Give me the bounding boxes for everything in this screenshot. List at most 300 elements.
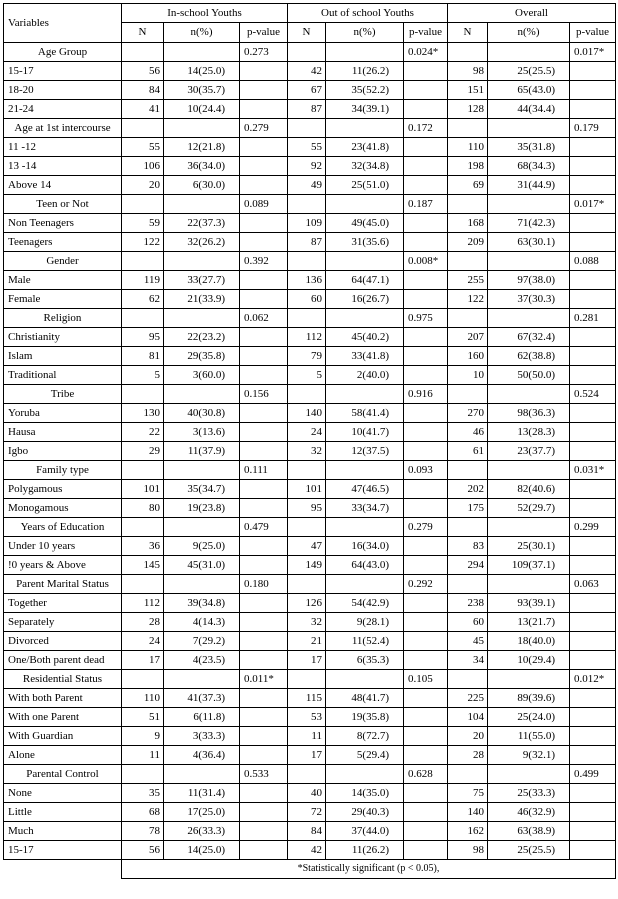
variable-label: Parental Control (4, 765, 122, 784)
table-row (4, 841, 616, 860)
cell-empty (326, 518, 404, 537)
npct-cell: 8(72.7) (326, 727, 404, 746)
npct-cell: 13(21.7) (488, 613, 570, 632)
n-cell: 81 (122, 347, 164, 366)
n-cell: 11 (288, 727, 326, 746)
npct-cell: 4(23.5) (164, 651, 240, 670)
npct-cell: 6(35.3) (326, 651, 404, 670)
cell-empty (240, 727, 288, 746)
npct-cell: 35(31.8) (488, 138, 570, 157)
cell-empty (404, 290, 448, 309)
cell-empty (404, 784, 448, 803)
npct-cell: 23(41.8) (326, 138, 404, 157)
cell-empty (404, 537, 448, 556)
category-label: One/Both parent dead (4, 651, 122, 670)
header-pvalue: p-value (404, 23, 448, 43)
cell-empty (488, 252, 570, 271)
p-value-cell: 0.062 (240, 309, 288, 328)
p-value-cell: 0.524 (570, 385, 616, 404)
cell-empty (404, 100, 448, 119)
npct-cell: 37(30.3) (488, 290, 570, 309)
header-npct: n(%) (326, 23, 404, 43)
cell-empty (326, 670, 404, 689)
npct-cell: 68(34.3) (488, 157, 570, 176)
cell-empty (404, 632, 448, 651)
n-cell: 130 (122, 404, 164, 423)
table-row (4, 404, 616, 423)
npct-cell: 62(38.8) (488, 347, 570, 366)
cell-empty (122, 43, 164, 62)
npct-cell: 30(35.7) (164, 81, 240, 100)
cell-empty (240, 708, 288, 727)
npct-cell: 45(40.2) (326, 328, 404, 347)
npct-cell: 6(30.0) (164, 176, 240, 195)
category-label: 11 -12 (4, 138, 122, 157)
n-cell: 75 (448, 784, 488, 803)
n-cell: 92 (288, 157, 326, 176)
cell-empty (488, 119, 570, 138)
header-n: N (122, 23, 164, 43)
n-cell: 51 (122, 708, 164, 727)
cell-empty (240, 442, 288, 461)
cell-empty (240, 613, 288, 632)
cell-empty (448, 252, 488, 271)
n-cell: 225 (448, 689, 488, 708)
category-label: Together (4, 594, 122, 613)
cell-empty (448, 765, 488, 784)
n-cell: 98 (448, 62, 488, 81)
n-cell: 145 (122, 556, 164, 575)
npct-cell: 52(29.7) (488, 499, 570, 518)
npct-cell: 14(25.0) (164, 62, 240, 81)
p-value-cell: 0.279 (240, 119, 288, 138)
p-value-cell: 0.187 (404, 195, 448, 214)
cell-empty (404, 404, 448, 423)
cell-empty (240, 81, 288, 100)
npct-cell: 21(33.9) (164, 290, 240, 309)
n-cell: 119 (122, 271, 164, 290)
npct-cell: 32(26.2) (164, 233, 240, 252)
cell-empty (488, 575, 570, 594)
cell-empty (164, 252, 240, 271)
cell-empty (570, 708, 616, 727)
n-cell: 79 (288, 347, 326, 366)
cell-empty (404, 138, 448, 157)
variable-label: Religion (4, 309, 122, 328)
npct-cell: 33(27.7) (164, 271, 240, 290)
p-value-cell: 0.017* (570, 43, 616, 62)
table-row (4, 784, 616, 803)
category-label: Monogamous (4, 499, 122, 518)
npct-cell: 29(35.8) (164, 347, 240, 366)
p-value-cell: 0.031* (570, 461, 616, 480)
category-row (4, 385, 616, 404)
npct-cell: 7(29.2) (164, 632, 240, 651)
npct-cell: 40(30.8) (164, 404, 240, 423)
cell-empty (570, 556, 616, 575)
n-cell: 168 (448, 214, 488, 233)
p-value-cell: 0.479 (240, 518, 288, 537)
cell-empty (240, 632, 288, 651)
p-value-cell: 0.063 (570, 575, 616, 594)
cell-empty (570, 176, 616, 195)
n-cell: 255 (448, 271, 488, 290)
category-label: Polygamous (4, 480, 122, 499)
n-cell: 106 (122, 157, 164, 176)
n-cell: 198 (448, 157, 488, 176)
table-row (4, 176, 616, 195)
p-value-cell: 0.111 (240, 461, 288, 480)
npct-cell: 2(40.0) (326, 366, 404, 385)
npct-cell: 9(32.1) (488, 746, 570, 765)
n-cell: 101 (122, 480, 164, 499)
category-label: Under 10 years (4, 537, 122, 556)
n-cell: 140 (288, 404, 326, 423)
category-row (4, 309, 616, 328)
npct-cell: 33(41.8) (326, 347, 404, 366)
cell-empty (404, 214, 448, 233)
cell-empty (448, 43, 488, 62)
category-label: Yoruba (4, 404, 122, 423)
header-npct: n(%) (488, 23, 570, 43)
cell-empty (448, 309, 488, 328)
n-cell: 95 (288, 499, 326, 518)
category-label: 15-17 (4, 841, 122, 860)
cell-empty (240, 62, 288, 81)
n-cell: 20 (122, 176, 164, 195)
p-value-cell: 0.012* (570, 670, 616, 689)
table-row (4, 537, 616, 556)
cell-empty (570, 233, 616, 252)
cell-empty (448, 575, 488, 594)
cell-empty (288, 385, 326, 404)
cell-empty (570, 157, 616, 176)
cell-empty (326, 309, 404, 328)
cell-empty (570, 423, 616, 442)
category-label: None (4, 784, 122, 803)
n-cell: 17 (122, 651, 164, 670)
n-cell: 95 (122, 328, 164, 347)
n-cell: 207 (448, 328, 488, 347)
n-cell: 136 (288, 271, 326, 290)
cell-empty (240, 290, 288, 309)
npct-cell: 45(31.0) (164, 556, 240, 575)
n-cell: 112 (288, 328, 326, 347)
npct-cell: 41(37.3) (164, 689, 240, 708)
cell-empty (240, 594, 288, 613)
cell-empty (488, 309, 570, 328)
n-cell: 20 (448, 727, 488, 746)
npct-cell: 98(36.3) (488, 404, 570, 423)
p-value-cell: 0.093 (404, 461, 448, 480)
cell-empty (570, 822, 616, 841)
npct-cell: 4(36.4) (164, 746, 240, 765)
n-cell: 160 (448, 347, 488, 366)
n-cell: 40 (288, 784, 326, 803)
cell-empty (570, 651, 616, 670)
npct-cell: 26(33.3) (164, 822, 240, 841)
cell-empty (240, 499, 288, 518)
cell-empty (404, 480, 448, 499)
p-value-cell: 0.299 (570, 518, 616, 537)
n-cell: 24 (122, 632, 164, 651)
n-cell: 45 (448, 632, 488, 651)
npct-cell: 39(34.8) (164, 594, 240, 613)
cell-empty (488, 385, 570, 404)
cell-empty (164, 119, 240, 138)
cell-empty (404, 442, 448, 461)
cell-empty (240, 803, 288, 822)
npct-cell: 10(24.4) (164, 100, 240, 119)
cell-empty (326, 385, 404, 404)
cell-empty (164, 575, 240, 594)
npct-cell: 50(50.0) (488, 366, 570, 385)
p-value-cell: 0.017* (570, 195, 616, 214)
cell-empty (326, 195, 404, 214)
cell-empty (240, 366, 288, 385)
n-cell: 42 (288, 841, 326, 860)
cell-empty (488, 518, 570, 537)
npct-cell: 22(37.3) (164, 214, 240, 233)
n-cell: 46 (448, 423, 488, 442)
table-container (3, 3, 616, 879)
category-label: !0 years & Above (4, 556, 122, 575)
cell-empty (164, 518, 240, 537)
category-label: 13 -14 (4, 157, 122, 176)
category-row (4, 195, 616, 214)
cell-empty (288, 195, 326, 214)
npct-cell: 33(34.7) (326, 499, 404, 518)
n-cell: 22 (122, 423, 164, 442)
category-label: Alone (4, 746, 122, 765)
category-label: Female (4, 290, 122, 309)
cell-empty (288, 518, 326, 537)
npct-cell: 12(21.8) (164, 138, 240, 157)
cell-empty (240, 233, 288, 252)
header-overall: Overall (448, 4, 616, 23)
npct-cell: 9(28.1) (326, 613, 404, 632)
p-value-cell: 0.089 (240, 195, 288, 214)
cell-empty (570, 727, 616, 746)
table-row (4, 233, 616, 252)
n-cell: 9 (122, 727, 164, 746)
cell-empty (570, 632, 616, 651)
category-label: Little (4, 803, 122, 822)
cell-empty (122, 461, 164, 480)
cell-empty (570, 784, 616, 803)
cell-empty (326, 119, 404, 138)
cell-empty (122, 119, 164, 138)
npct-cell: 17(25.0) (164, 803, 240, 822)
npct-cell: 93(39.1) (488, 594, 570, 613)
cell-empty (240, 157, 288, 176)
npct-cell: 63(30.1) (488, 233, 570, 252)
cell-empty (288, 119, 326, 138)
cell-empty (570, 442, 616, 461)
npct-cell: 9(25.0) (164, 537, 240, 556)
cell-empty (448, 195, 488, 214)
n-cell: 149 (288, 556, 326, 575)
cell-empty (404, 423, 448, 442)
category-row (4, 765, 616, 784)
cell-empty (240, 347, 288, 366)
n-cell: 140 (448, 803, 488, 822)
cell-empty (122, 670, 164, 689)
cell-empty (240, 822, 288, 841)
npct-cell: 67(32.4) (488, 328, 570, 347)
p-value-cell: 0.916 (404, 385, 448, 404)
cell-empty (240, 176, 288, 195)
n-cell: 67 (288, 81, 326, 100)
variable-label: Years of Education (4, 518, 122, 537)
table-row (4, 708, 616, 727)
table-row (4, 594, 616, 613)
npct-cell: 46(32.9) (488, 803, 570, 822)
header-n: N (288, 23, 326, 43)
n-cell: 151 (448, 81, 488, 100)
table-row (4, 689, 616, 708)
p-value-cell: 0.088 (570, 252, 616, 271)
npct-cell: 16(34.0) (326, 537, 404, 556)
npct-cell: 64(47.1) (326, 271, 404, 290)
cell-empty (122, 385, 164, 404)
npct-cell: 25(25.5) (488, 62, 570, 81)
cell-empty (326, 252, 404, 271)
category-label: With both Parent (4, 689, 122, 708)
cell-empty (326, 575, 404, 594)
npct-cell: 11(26.2) (326, 62, 404, 81)
cell-empty (570, 404, 616, 423)
npct-cell: 71(42.3) (488, 214, 570, 233)
n-cell: 62 (122, 290, 164, 309)
cell-empty (326, 461, 404, 480)
n-cell: 126 (288, 594, 326, 613)
header-in-school: In-school Youths (122, 4, 288, 23)
table-row (4, 138, 616, 157)
cell-empty (404, 347, 448, 366)
n-cell: 122 (122, 233, 164, 252)
npct-cell: 49(45.0) (326, 214, 404, 233)
p-value-cell: 0.499 (570, 765, 616, 784)
p-value-cell: 0.279 (404, 518, 448, 537)
n-cell: 55 (122, 138, 164, 157)
cell-empty (240, 423, 288, 442)
npct-cell: 48(41.7) (326, 689, 404, 708)
npct-cell: 23(37.7) (488, 442, 570, 461)
n-cell: 83 (448, 537, 488, 556)
cell-empty (488, 461, 570, 480)
variable-label: Family type (4, 461, 122, 480)
cell-empty (570, 214, 616, 233)
npct-cell: 109(37.1) (488, 556, 570, 575)
npct-cell: 18(40.0) (488, 632, 570, 651)
n-cell: 78 (122, 822, 164, 841)
npct-cell: 11(26.2) (326, 841, 404, 860)
npct-cell: 11(31.4) (164, 784, 240, 803)
cell-empty (570, 537, 616, 556)
table-row (4, 214, 616, 233)
n-cell: 72 (288, 803, 326, 822)
n-cell: 112 (122, 594, 164, 613)
cell-empty (404, 157, 448, 176)
npct-cell: 4(14.3) (164, 613, 240, 632)
cell-empty (122, 252, 164, 271)
category-label: Non Teenagers (4, 214, 122, 233)
n-cell: 69 (448, 176, 488, 195)
npct-cell: 82(40.6) (488, 480, 570, 499)
table-row (4, 290, 616, 309)
npct-cell: 37(44.0) (326, 822, 404, 841)
npct-cell: 31(44.9) (488, 176, 570, 195)
cell-empty (404, 556, 448, 575)
npct-cell: 13(28.3) (488, 423, 570, 442)
cell-empty (288, 252, 326, 271)
npct-cell: 5(29.4) (326, 746, 404, 765)
n-cell: 98 (448, 841, 488, 860)
category-label: Islam (4, 347, 122, 366)
category-label: Igbo (4, 442, 122, 461)
cell-empty (570, 803, 616, 822)
category-label: Divorced (4, 632, 122, 651)
n-cell: 162 (448, 822, 488, 841)
p-value-cell: 0.179 (570, 119, 616, 138)
n-cell: 5 (122, 366, 164, 385)
cell-empty (288, 670, 326, 689)
n-cell: 41 (122, 100, 164, 119)
header-pvalue: p-value (240, 23, 288, 43)
table-row (4, 328, 616, 347)
cell-empty (488, 670, 570, 689)
npct-cell: 63(38.9) (488, 822, 570, 841)
p-value-cell: 0.281 (570, 309, 616, 328)
variable-label: Age Group (4, 43, 122, 62)
table-row (4, 632, 616, 651)
cell-empty (404, 689, 448, 708)
n-cell: 5 (288, 366, 326, 385)
cell-empty (164, 461, 240, 480)
n-cell: 104 (448, 708, 488, 727)
n-cell: 175 (448, 499, 488, 518)
npct-cell: 3(33.3) (164, 727, 240, 746)
n-cell: 32 (288, 613, 326, 632)
category-label: With one Parent (4, 708, 122, 727)
cell-empty (404, 746, 448, 765)
variable-label: Age at 1st intercourse (4, 119, 122, 138)
n-cell: 35 (122, 784, 164, 803)
footnote: *Statistically significant (p < 0.05), (122, 860, 616, 879)
npct-cell: 19(35.8) (326, 708, 404, 727)
npct-cell: 11(55.0) (488, 727, 570, 746)
cell-empty (404, 708, 448, 727)
variable-label: Residential Status (4, 670, 122, 689)
cell-empty (288, 575, 326, 594)
cell-empty (570, 499, 616, 518)
npct-cell: 25(51.0) (326, 176, 404, 195)
n-cell: 11 (122, 746, 164, 765)
p-value-cell: 0.628 (404, 765, 448, 784)
cell-empty (240, 271, 288, 290)
cell-empty (448, 670, 488, 689)
npct-cell: 10(29.4) (488, 651, 570, 670)
table-row (4, 746, 616, 765)
npct-cell: 65(43.0) (488, 81, 570, 100)
data-table (3, 3, 616, 879)
p-value-cell: 0.975 (404, 309, 448, 328)
cell-empty (240, 328, 288, 347)
npct-cell: 11(37.9) (164, 442, 240, 461)
cell-empty (404, 594, 448, 613)
p-value-cell: 0.292 (404, 575, 448, 594)
